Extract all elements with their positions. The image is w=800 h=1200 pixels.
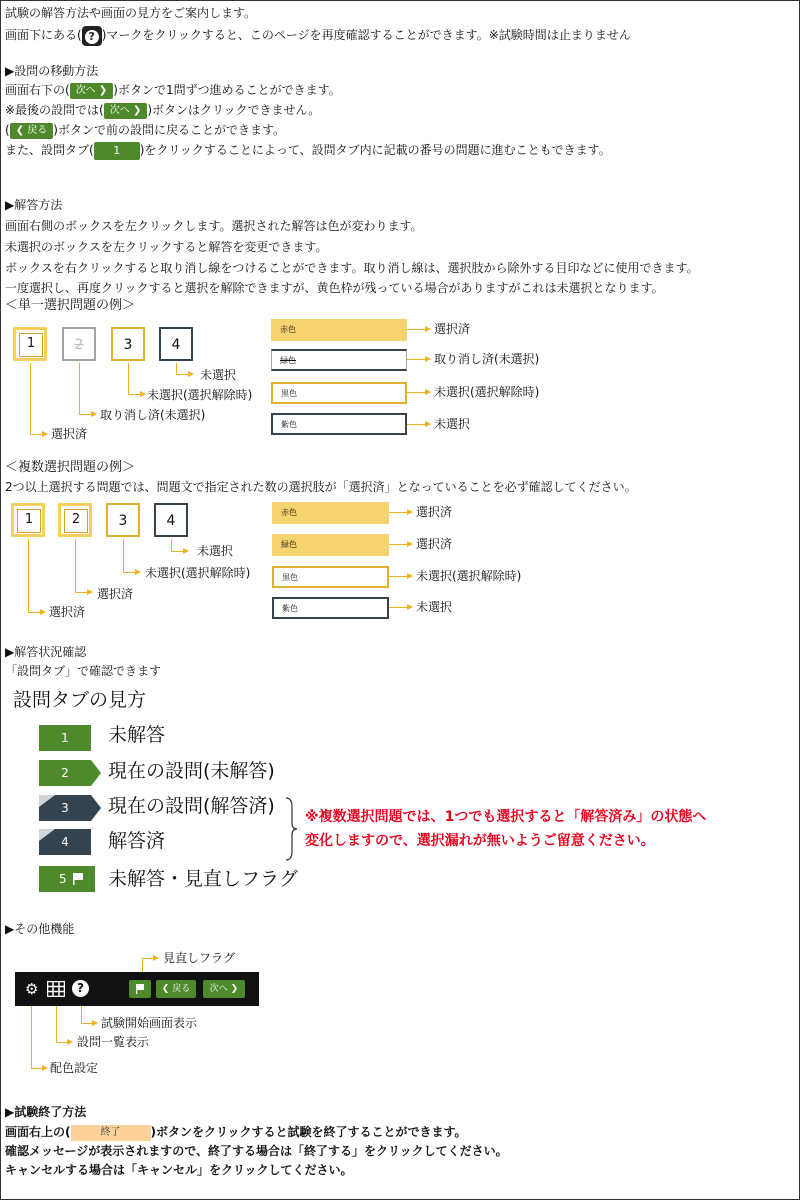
legend-brace <box>284 797 298 861</box>
answer-para-4: 一度選択し、再度クリックすると選択を解除できますが、黄色枠が残っている場合がありますがこれは未選択となります。 <box>5 281 664 295</box>
single-option-purple: 紫色 <box>271 413 407 435</box>
multi-option-green: 緑色 <box>272 534 389 556</box>
finish-line-2: 確認メッセージが表示されますので、終了する場合は「終了する」をクリックしてください。 <box>5 1144 508 1158</box>
home-annotation: 試験開始画面表示 <box>101 1016 198 1030</box>
legend-tab-flag: 5 <box>39 866 95 892</box>
flag-icon <box>72 873 84 885</box>
multi-num-2: 2 <box>58 503 92 537</box>
multi-opt-ann-3: 未選択(選択解除時) <box>416 569 522 583</box>
single-ann-deselected: 未選択(選択解除時) <box>147 388 253 402</box>
multi-option-purple: 紫色 <box>272 597 389 619</box>
back-button: ❮ 戻る <box>156 980 196 998</box>
next-button-sample: 次へ ❯ <box>70 83 114 99</box>
answer-para-3: ボックスを右クリックすると取り消し線をつけることができます。取り消し線は、選択肢から除外する目印などに使用できます。 <box>5 261 699 275</box>
list-annotation: 設問一覧表示 <box>77 1035 150 1049</box>
chevron-right-icon: ❯ <box>230 984 239 994</box>
single-ann-unselected: 未選択 <box>200 368 237 382</box>
single-option-red: 赤色 <box>271 319 407 341</box>
navigation-line-1: 画面右下の( 次へ ❯ )ボタンで1問ずつ進めることができます。 <box>5 83 341 97</box>
flag-button <box>129 980 151 998</box>
multi-num-4: 4 <box>154 503 188 537</box>
navigation-line-2: ※最後の設問では( 次へ ❯ )ボタンはクリックできません。 <box>5 103 321 117</box>
single-num-4: 4 <box>159 327 193 361</box>
single-num-2: 2 <box>62 327 96 361</box>
color-annotation: 配色設定 <box>50 1061 99 1075</box>
legend-tab-current-answered: 3 <box>39 795 101 821</box>
multi-warning-line-1: ※複数選択問題では、1つでも選択すると「解答済み」の状態へ <box>305 809 707 825</box>
multi-opt-ann-4: 未選択 <box>416 600 453 614</box>
single-option-green: 緑色 <box>271 349 407 371</box>
multi-num-3: 3 <box>106 503 140 537</box>
single-opt-ann-4: 未選択 <box>434 417 471 431</box>
question-tab-sample: 1 <box>94 142 140 160</box>
finish-heading: ▶試験終了方法 <box>5 1105 87 1119</box>
multi-option-red: 赤色 <box>272 502 389 524</box>
legend-title: 設問タブの見方 <box>13 689 147 711</box>
legend-tab-answered: 4 <box>39 829 91 855</box>
multi-ann-1: 選択済 <box>49 605 86 619</box>
status-sub: 「設問タブ」で確認できます <box>5 664 162 678</box>
multi-opt-ann-2: 選択済 <box>416 537 453 551</box>
multi-heading: ＜複数選択問題の例＞ <box>5 460 136 475</box>
help-icon: ? <box>82 26 102 46</box>
chevron-right-icon: ❯ <box>132 104 142 116</box>
intro-line-2: 画面下にある( ? )マークをクリックすると、このページを再度確認することができます。※試験時間は止まりません <box>5 23 631 47</box>
legend-label-5: 未解答・見直しフラグ <box>108 868 299 890</box>
other-heading: ▶その他機能 <box>5 922 75 936</box>
flag-icon <box>135 984 145 994</box>
single-heading: ＜単一選択問題の例＞ <box>5 298 136 313</box>
legend-label-1: 未解答 <box>108 724 166 746</box>
next-button: 次へ ❯ <box>203 980 245 998</box>
next-button-sample-2: 次へ ❯ <box>104 103 148 119</box>
legend-label-4: 解答済 <box>108 830 166 852</box>
multi-option-black: 黒色 <box>272 566 389 588</box>
answer-para-2: 未選択のボックスを左クリックすると解答を変更できます。 <box>5 240 328 254</box>
single-opt-ann-3: 未選択(選択解除時) <box>434 385 540 399</box>
single-opt-ann-2: 取り消し済(未選択) <box>434 352 540 366</box>
single-opt-ann-1: 選択済 <box>434 322 471 336</box>
chevron-left-icon: ❮ <box>161 984 170 994</box>
multi-ann-4: 未選択 <box>197 544 234 558</box>
grid-icon <box>47 981 65 997</box>
finish-line-3: キャンセルする場合は「キャンセル」をクリックしてください。 <box>5 1163 353 1177</box>
multi-note: 2つ以上選択する問題では、問題文で指定された数の選択肢が「選択済」となっていることを必ず確認してください。 <box>5 480 637 494</box>
answer-heading: ▶解答方法 <box>5 198 63 212</box>
navigation-line-4: また、設問タブ( 1 )をクリックすることによって、設問タブ内に記載の番号の問題に進むこともできます。 <box>5 141 611 160</box>
multi-warning-line-2: 変化しますので、選択漏れが無いようご留意ください。 <box>305 833 655 849</box>
answer-para-1: 画面右側のボックスを左クリックします。選択された解答は色が変わります。 <box>5 219 423 233</box>
end-button-sample: 終了 <box>71 1125 151 1141</box>
single-option-black: 黒色 <box>271 382 407 404</box>
multi-ann-2: 選択済 <box>97 587 134 601</box>
flag-annotation: 見直しフラグ <box>163 951 236 965</box>
multi-num-1: 1 <box>11 503 45 537</box>
single-num-1: 1 <box>13 327 47 361</box>
legend-label-2: 現在の設問(未解答) <box>108 760 275 782</box>
single-ann-selected: 選択済 <box>51 427 88 441</box>
toolbar-sample <box>15 972 259 1006</box>
gear-icon: ⚙ <box>25 980 39 998</box>
legend-label-3: 現在の設問(解答済) <box>108 795 275 817</box>
back-button-sample: ❮ 戻る <box>10 123 54 139</box>
chevron-left-icon: ❮ <box>15 124 25 136</box>
multi-opt-ann-1: 選択済 <box>416 505 453 519</box>
single-num-3: 3 <box>111 327 145 361</box>
navigation-line-3: ( ❮ 戻る )ボタンで前の設問に戻ることができます。 <box>5 123 285 137</box>
single-ann-struck: 取り消し済(未選択) <box>100 408 206 422</box>
help-circle-icon: ? <box>72 980 89 997</box>
legend-tab-unanswered: 1 <box>39 725 91 751</box>
chevron-right-icon: ❯ <box>98 84 108 96</box>
intro-line-1: 試験の解答方法や画面の見方をご案内します。 <box>5 6 257 20</box>
multi-ann-3: 未選択(選択解除時) <box>145 566 251 580</box>
navigation-heading: ▶設問の移動方法 <box>5 64 99 78</box>
finish-line-1: 画面右上の( 終了 )ボタンをクリックすると試験を終了することができます。 <box>5 1125 467 1139</box>
status-heading: ▶解答状況確認 <box>5 645 87 659</box>
legend-tab-current: 2 <box>39 760 101 786</box>
